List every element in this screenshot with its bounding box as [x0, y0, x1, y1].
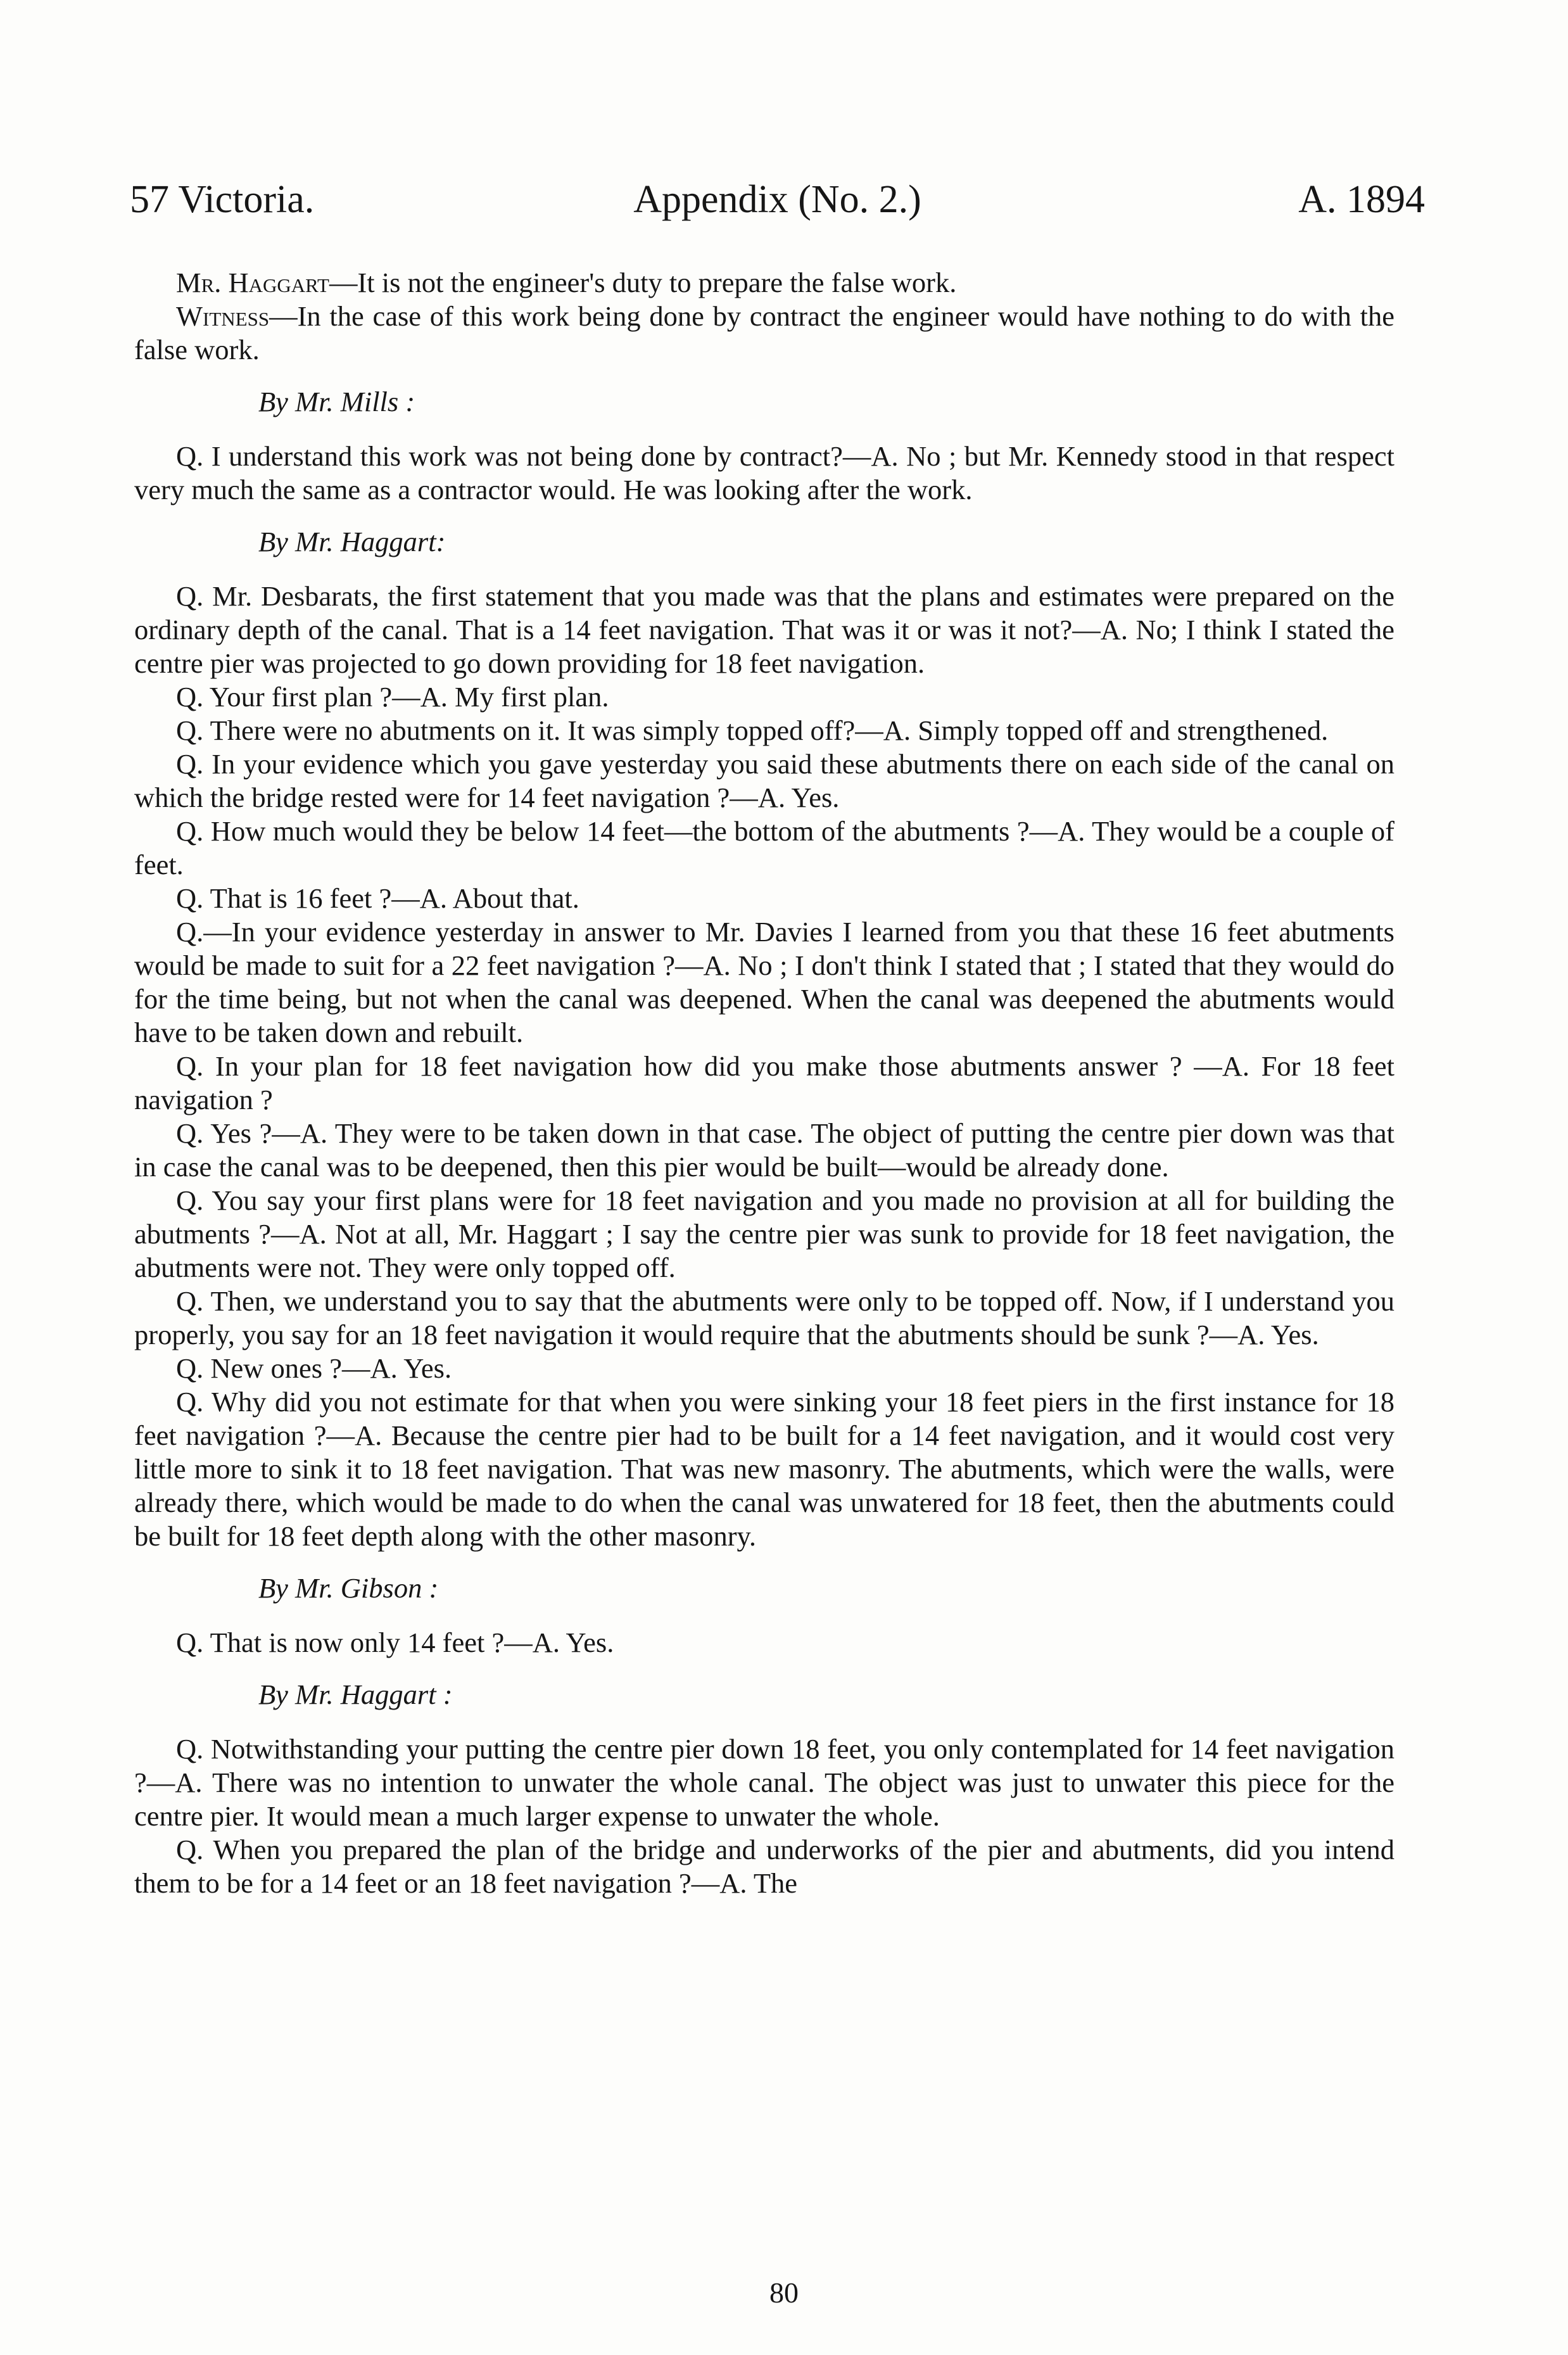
examiner-heading: By Mr. Haggart :: [258, 1679, 453, 1710]
speaker-text: —It is not the engineer's duty to prepare the false work.: [329, 267, 957, 298]
question-answer-paragraph: Q. Notwithstanding your putting the centre pier down 18 feet, you only contemplated for 14 feet navigation ?—A. There was no intention to unwater the whole canal. The object was just to unwater this piece for the centre pier. It would mean a much larger expense to unwater the whole.: [134, 1733, 1394, 1832]
examiner-heading: By Mr. Haggart:: [258, 526, 446, 557]
question-answer-paragraph: Q. New ones ?—A. Yes.: [176, 1352, 452, 1384]
testimony-body: [134, 266, 1394, 1900]
question-answer-paragraph: Q. I understand this work was not being done by contract?—A. No ; but Mr. Kennedy stood in that respect very much the same as a contractor would. He was looking after the work.: [134, 440, 1394, 505]
question-answer-paragraph: Q. In your evidence which you gave yesterday you said these abutments there on each side of the canal on which the bridge rested were for 14 feet navigation ?—A. Yes.: [134, 748, 1394, 813]
question-answer-paragraph: Q. That is now only 14 feet ?—A. Yes.: [176, 1627, 614, 1658]
question-answer-paragraph: Q.—In your evidence yesterday in answer to Mr. Davies I learned from you that these 16 feet abutments would be made to suit for a 22 feet navigation ?—A. No ; I don't think I stated that ; I stated that they would do for the time being, but not when the canal was deepened. When the canal was deepened the abutments would have to be taken down and rebuilt.: [134, 916, 1394, 1048]
running-header: [130, 171, 1425, 228]
speaker-name: Mr. Haggart: [176, 267, 329, 298]
question-answer-paragraph: Q. Your first plan ?—A. My first plan.: [176, 681, 609, 713]
question-answer-paragraph: Q. Yes ?—A. They were to be taken down in that case. The object of putting the centre pier down was that in case the canal was to be deepened, then this pier would be built—would be already done.: [134, 1117, 1394, 1183]
page-number: 80: [769, 2276, 799, 2309]
question-answer-paragraph: Q. In your plan for 18 feet navigation how did you make those abutments answer ? —A. For 18 feet navigation ?: [134, 1050, 1394, 1115]
header-session: 57 Victoria.: [130, 178, 315, 221]
speaker-paragraph: [134, 266, 1394, 300]
speaker-text: —In the case of this work being done by contract the engineer would have nothing to do with the false work.: [134, 300, 1394, 365]
speaker-name: Witness: [176, 300, 270, 332]
question-answer-paragraph: Q. How much would they be below 14 feet—the bottom of the abutments ?—A. They would be a couple of feet.: [134, 815, 1394, 880]
question-answer-paragraph: Q. There were no abutments on it. It was simply topped off?—A. Simply topped off and strengthened.: [176, 714, 1329, 746]
question-answer-paragraph: Q. That is 16 feet ?—A. About that.: [176, 882, 579, 914]
examiner-heading: By Mr. Gibson :: [258, 1572, 439, 1604]
header-appendix: Appendix (No. 2.): [633, 178, 921, 221]
question-answer-paragraph: Q. Mr. Desbarats, the first statement that you made was that the plans and estimates were prepared on the ordinary depth of the canal. That is a 14 feet navigation. That was it or was it not?—A. No; I think I stated the centre pier was projected to go down providing for 18 feet navigation.: [134, 580, 1394, 679]
header-year: A. 1894: [1298, 178, 1425, 221]
speaker-paragraph: [134, 300, 1394, 367]
question-answer-paragraph: Q. Why did you not estimate for that when you were sinking your 18 feet piers in the first instance for 18 feet navigation ?—A. Because the centre pier had to be built for a 14 feet navigation, and it would cost very little more to sink it to 18 feet navigation. That was new masonry. The abutments, which were the walls, were already there, which would be made to do when the canal was unwatered for 18 feet, then the abutments could be built for 18 feet depth along with the other masonry.: [134, 1386, 1394, 1552]
question-answer-paragraph: Q. Then, we understand you to say that the abutments were only to be topped off. Now, if I understand you properly, you say for an 18 feet navigation it would require that the abutments should be sunk ?—A. Yes.: [134, 1285, 1394, 1350]
question-answer-paragraph: Q. You say your first plans were for 18 feet navigation and you made no provision at all for building the abutments ?—A. Not at all, Mr. Haggart ; I say the centre pier was sunk to provide for 18 feet navigation, the abutments were not. They were only topped off.: [134, 1184, 1394, 1283]
examiner-heading: By Mr. Mills :: [258, 386, 415, 417]
question-answer-paragraph: Q. When you prepared the plan of the bridge and underworks of the pier and abutments, did you intend them to be for a 14 feet or an 18 feet navigation ?—A. The: [134, 1834, 1394, 1899]
